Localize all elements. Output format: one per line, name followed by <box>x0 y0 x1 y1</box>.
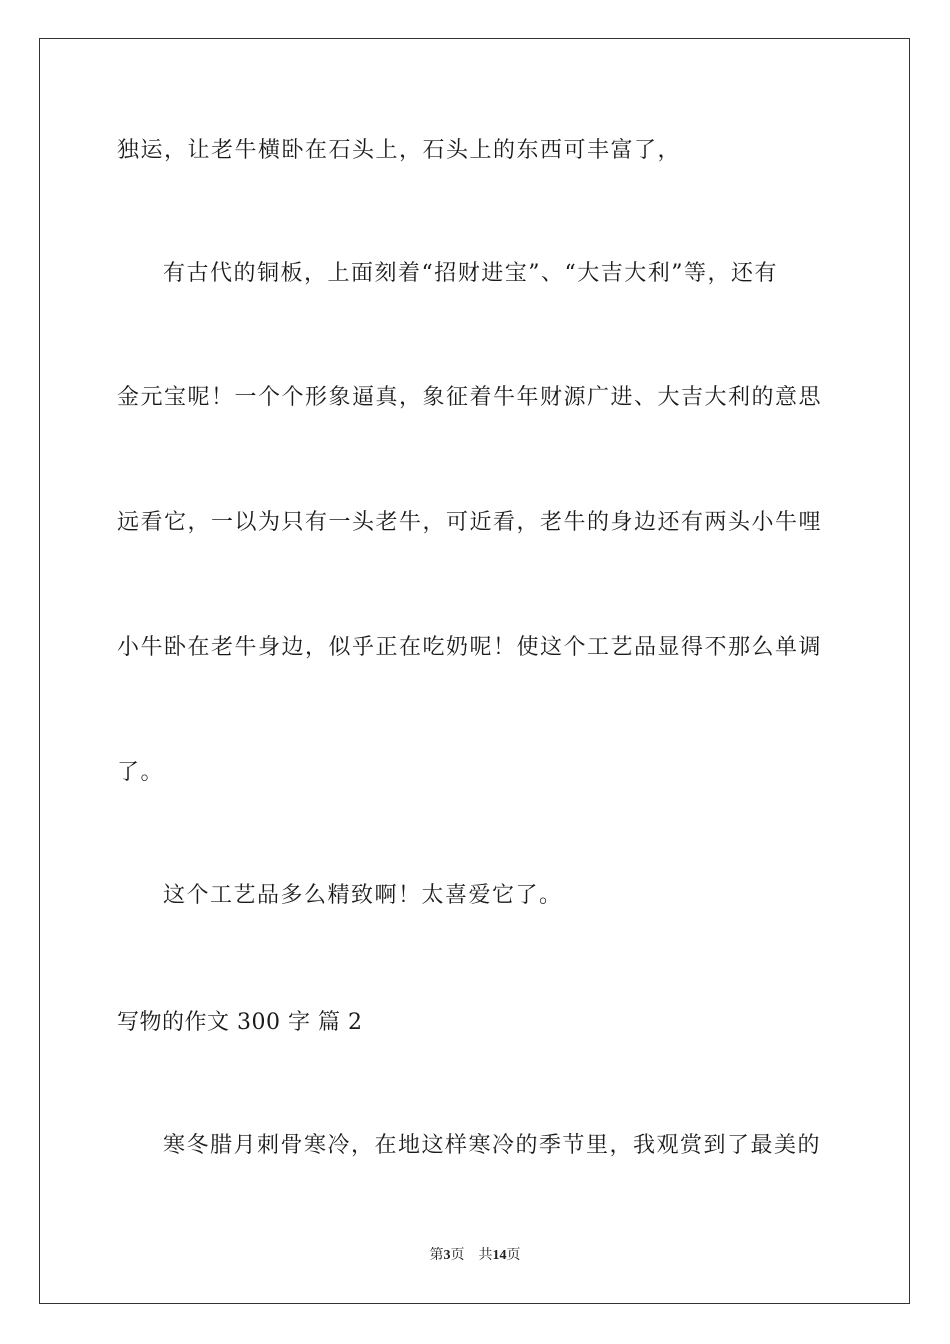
text-line-3: 金元宝呢！一个个形象逼真，象征着牛年财源广进、大吉大利的意思 <box>117 385 823 410</box>
footer-page-number: 3 <box>443 1248 451 1263</box>
footer-prefix: 第 <box>429 1248 444 1263</box>
text-line-7: 这个工艺品多么精致啊！太喜爱它了。 <box>163 883 563 908</box>
text-line-8: 寒冬腊月刺骨寒冷，在地这样寒冷的季节里，我观赏到了最美的 <box>163 1133 822 1158</box>
page-border <box>39 38 910 1304</box>
footer-page-suffix: 页 <box>450 1248 465 1263</box>
footer-total-suffix: 页 <box>506 1248 521 1263</box>
text-line-5: 小牛卧在老牛身边，似乎正在吃奶呢！使这个工艺品显得不那么单调 <box>117 635 823 660</box>
text-line-1: 独运，让老牛横卧在石头上，石头上的东西可丰富了， <box>117 138 682 163</box>
text-line-2: 有古代的铜板，上面刻着“招财进宝”、“大吉大利”等，还有 <box>163 261 778 286</box>
page-footer <box>0 1246 950 1266</box>
section-heading: 写物的作文 300 字 篇 2 <box>117 1010 363 1035</box>
text-line-6: 了。 <box>117 760 165 785</box>
footer-total-pages: 14 <box>492 1248 507 1263</box>
footer-total-prefix: 共 <box>478 1248 493 1263</box>
text-line-4: 远看它，一以为只有一头老牛，可近看，老牛的身边还有两头小牛哩 <box>117 510 823 535</box>
